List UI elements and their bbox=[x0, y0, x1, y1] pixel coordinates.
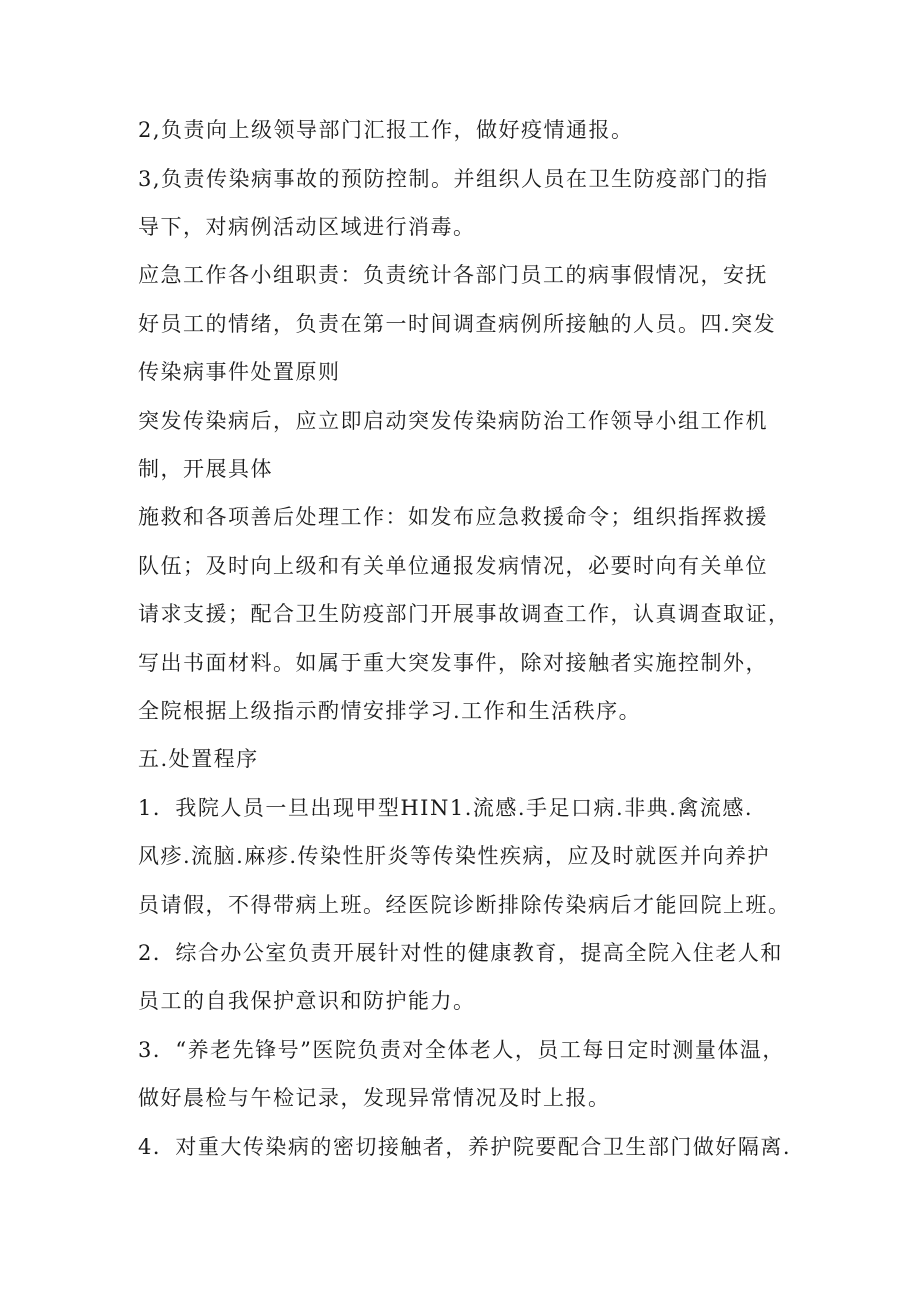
text-line: 写出书面材料。如属于重大突发事件，除对接触者实施控制外， bbox=[138, 651, 768, 675]
text-line: 员请假，不得带病上班。经医院诊断排除传染病后才能回院上班。 bbox=[138, 893, 791, 917]
text-line: 全院根据上级指示酌情安排学习.工作和生活秩序。 bbox=[138, 699, 642, 723]
text-line: 1．我院人员一旦出现甲型HIN1.流感.手足口病.非典.禽流感. bbox=[138, 796, 754, 820]
text-line: 3．“养老先锋号”医院负责对全体老人，员工每日定时测量体温， bbox=[138, 1038, 785, 1062]
text-line: 制，开展具体 bbox=[138, 457, 273, 481]
text-line: 队伍；及时向上级和有关单位通报发病情况，必要时向有关单位 bbox=[138, 554, 768, 578]
text-line: 施救和各项善后处理工作：如发布应急救援命令；组织指挥救援 bbox=[138, 505, 768, 529]
text-line: 员工的自我保护意识和防护能力。 bbox=[138, 989, 476, 1013]
text-line: 2,负责向上级领导部门汇报工作，做好疫情通报。 bbox=[138, 118, 634, 142]
text-line: 应急工作各小组职责：负责统计各部门员工的病事假情况，安抚 bbox=[138, 263, 768, 287]
text-line: 风疹.流脑.麻疹.传染性肝炎等传染性疾病，应及时就医并向养护 bbox=[138, 844, 771, 868]
text-line: 好员工的情绪，负责在第一时间调查病例所接触的人员。四.突发 bbox=[138, 312, 777, 336]
text-line: 2．综合办公室负责开展针对性的健康教育，提高全院入住老人和 bbox=[138, 941, 783, 965]
text-line: 4．对重大传染病的密切接触者，养护院要配合卫生部门做好隔离. bbox=[138, 1135, 792, 1159]
text-line: 突发传染病后，应立即启动突发传染病防治工作领导小组工作机 bbox=[138, 409, 768, 433]
text-line: 做好晨检与午检记录，发现异常情况及时上报。 bbox=[138, 1086, 611, 1110]
text-line: 请求支援；配合卫生防疫部门开展事故调查工作，认真调查取证， bbox=[138, 602, 791, 626]
text-line: 导下，对病例活动区域进行消毒。 bbox=[138, 215, 476, 239]
section-heading: 五.处置程序 bbox=[138, 747, 259, 771]
text-line: 3,负责传染病事故的预防控制。并组织人员在卫生防疫部门的指 bbox=[138, 167, 769, 191]
text-line: 传染病事件处置原则 bbox=[138, 360, 341, 384]
